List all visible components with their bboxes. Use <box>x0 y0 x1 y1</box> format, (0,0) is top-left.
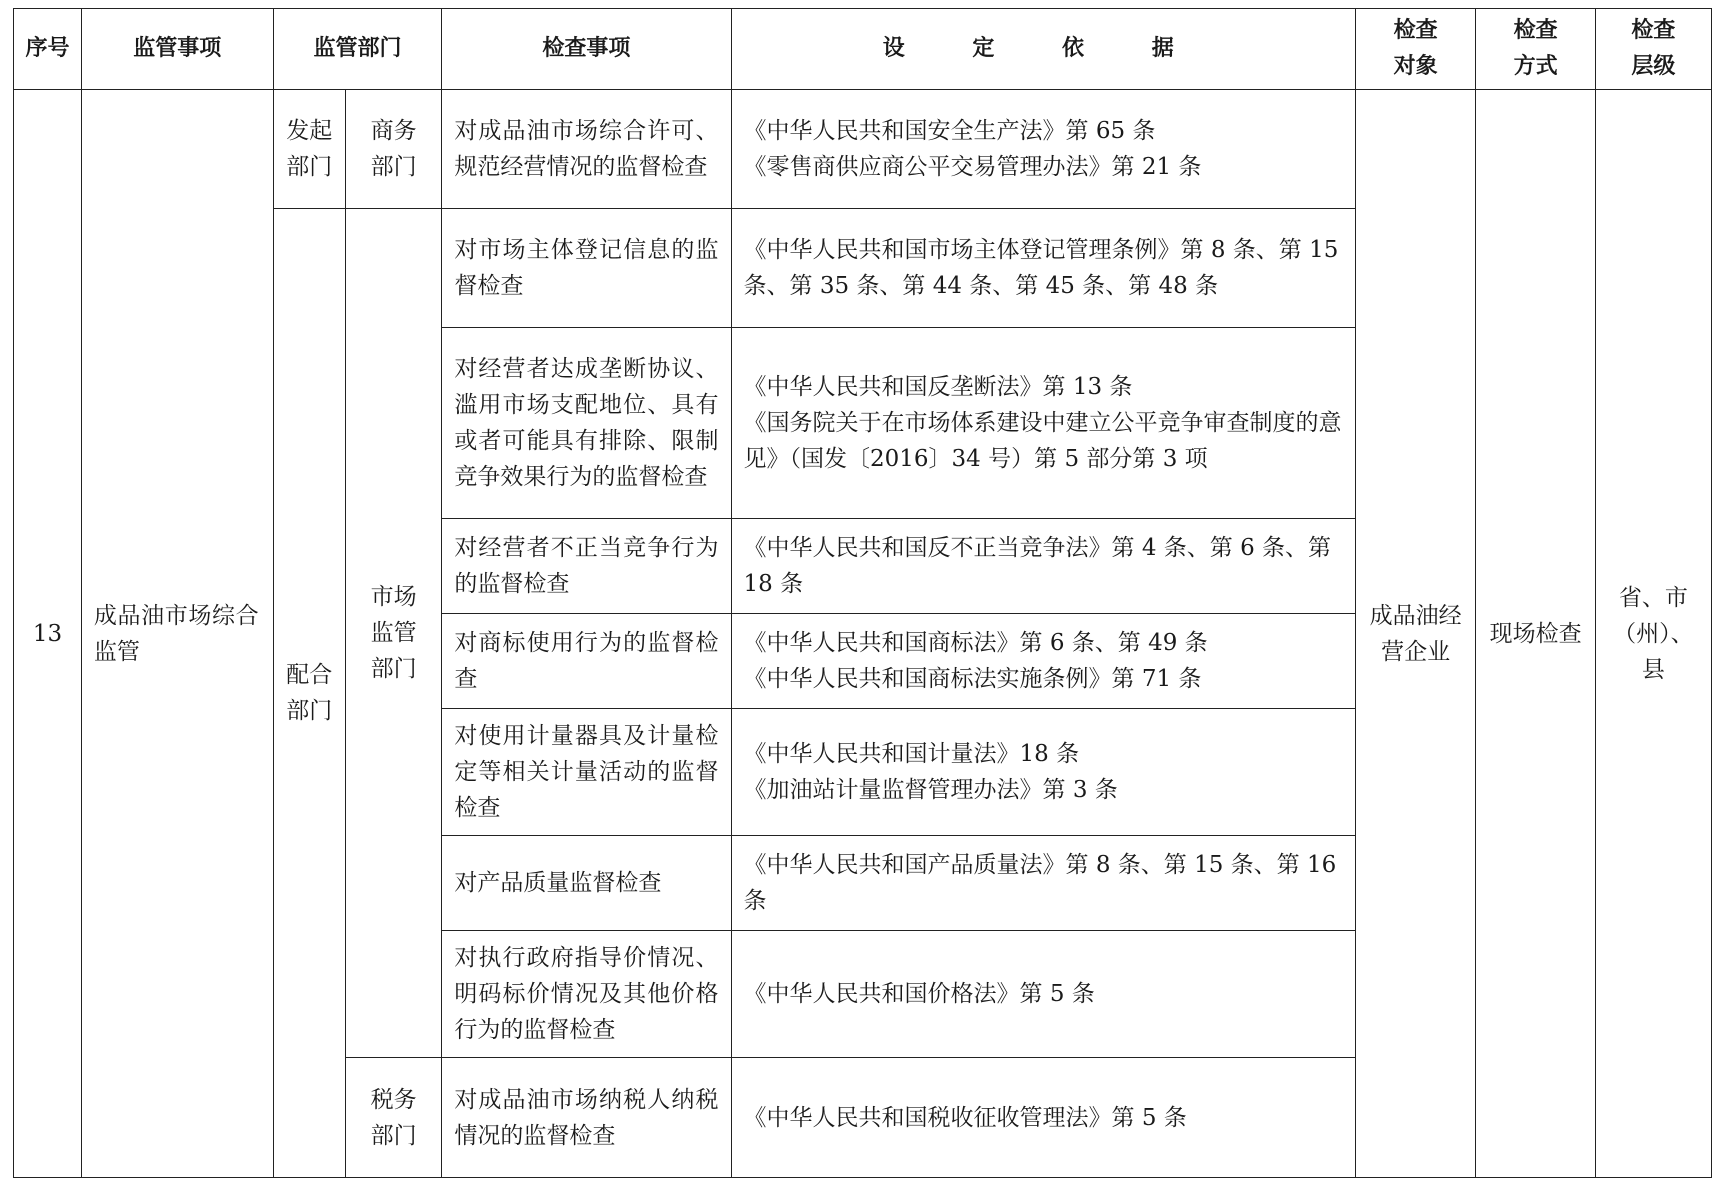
check-item-cell: 对执行政府指导价情况、明码标价情况及其他价格行为的监督检查 <box>442 930 731 1057</box>
check-target-cell: 成品油经营企业 <box>1355 90 1476 1178</box>
seq-cell: 13 <box>14 90 82 1178</box>
basis-line: 《中华人民共和国价格法》第 5 条 <box>743 981 1095 1008</box>
department-cell: 市场监管部门 <box>345 208 441 1058</box>
basis-line: 《加油站计量监督管理办法》第 3 条 <box>743 777 1118 804</box>
check-item-cell: 对经营者达成垄断协议、滥用市场支配地位、具有或者可能具有排除、限制竞争效果行为的监督检查 <box>442 328 731 518</box>
dept-role-cell: 配合部门 <box>273 208 345 1177</box>
basis-line: 《中华人民共和国产品质量法》第 8 条、第 15 条、第 16 条 <box>743 852 1337 915</box>
header-row <box>14 9 1712 90</box>
header-item: 监管事项 <box>81 9 273 90</box>
check-method-cell: 现场检查 <box>1476 90 1595 1178</box>
basis-cell <box>731 709 1355 836</box>
check-item-cell: 对经营者不正当竞争行为的监督检查 <box>442 518 731 614</box>
department-cell: 税务部门 <box>345 1058 441 1178</box>
header-check: 检查事项 <box>442 9 731 90</box>
header-method: 检查 方式 <box>1476 9 1595 90</box>
basis-line: 《中华人民共和国商标法》第 6 条、第 49 条 <box>743 630 1208 657</box>
basis-line: 《国务院关于在市场体系建设中建立公平竞争审查制度的意见》（国发〔2016〕34 号）第 5 部分第 3 项 <box>743 409 1342 472</box>
check-item-cell: 对成品油市场综合许可、规范经营情况的监督检查 <box>442 90 731 209</box>
header-seq: 序号 <box>14 9 82 90</box>
basis-line: 《中华人民共和国反垄断法》第 13 条 <box>743 373 1133 400</box>
check-item-cell: 对产品质量监督检查 <box>442 836 731 931</box>
table-row <box>14 90 1712 209</box>
header-dept: 监管部门 <box>273 9 442 90</box>
basis-cell <box>731 90 1355 209</box>
supervision-item-cell: 成品油市场综合监管 <box>81 90 273 1178</box>
basis-line: 《中华人民共和国计量法》18 条 <box>743 741 1080 768</box>
check-item-cell: 对成品油市场纳税人纳税情况的监督检查 <box>442 1058 731 1178</box>
basis-cell <box>731 614 1355 709</box>
dept-role-cell: 发起部门 <box>273 90 345 209</box>
header-target: 检查 对象 <box>1355 9 1476 90</box>
department-cell: 商务部门 <box>345 90 441 209</box>
check-item-cell: 对使用计量器具及计量检定等相关计量活动的监督检查 <box>442 709 731 836</box>
basis-line: 《中华人民共和国税收征收管理法》第 5 条 <box>743 1104 1187 1131</box>
regulation-table <box>13 8 1712 1178</box>
check-level-cell: 省、市（州）、县 <box>1595 90 1711 1178</box>
header-level: 检查 层级 <box>1595 9 1711 90</box>
basis-cell <box>731 328 1355 518</box>
basis-cell <box>731 1058 1355 1178</box>
table-body <box>14 90 1712 1178</box>
basis-cell <box>731 930 1355 1057</box>
basis-cell <box>731 836 1355 931</box>
basis-line: 《中华人民共和国市场主体登记管理条例》第 8 条、第 15 条、第 35 条、第 44 条、第 45 条、第 48 条 <box>743 236 1339 299</box>
basis-line: 《中华人民共和国商标法实施条例》第 71 条 <box>743 666 1202 693</box>
check-item-cell: 对商标使用行为的监督检查 <box>442 614 731 709</box>
basis-cell <box>731 208 1355 328</box>
basis-cell <box>731 518 1355 614</box>
basis-line: 《零售商供应商公平交易管理办法》第 21 条 <box>743 153 1202 180</box>
basis-line: 《中华人民共和国安全生产法》第 65 条 <box>743 117 1156 144</box>
header-basis: 设 定 依 据 <box>731 9 1355 90</box>
basis-line: 《中华人民共和国反不正当竞争法》第 4 条、第 6 条、第 18 条 <box>743 535 1332 597</box>
check-item-cell: 对市场主体登记信息的监督检查 <box>442 208 731 328</box>
